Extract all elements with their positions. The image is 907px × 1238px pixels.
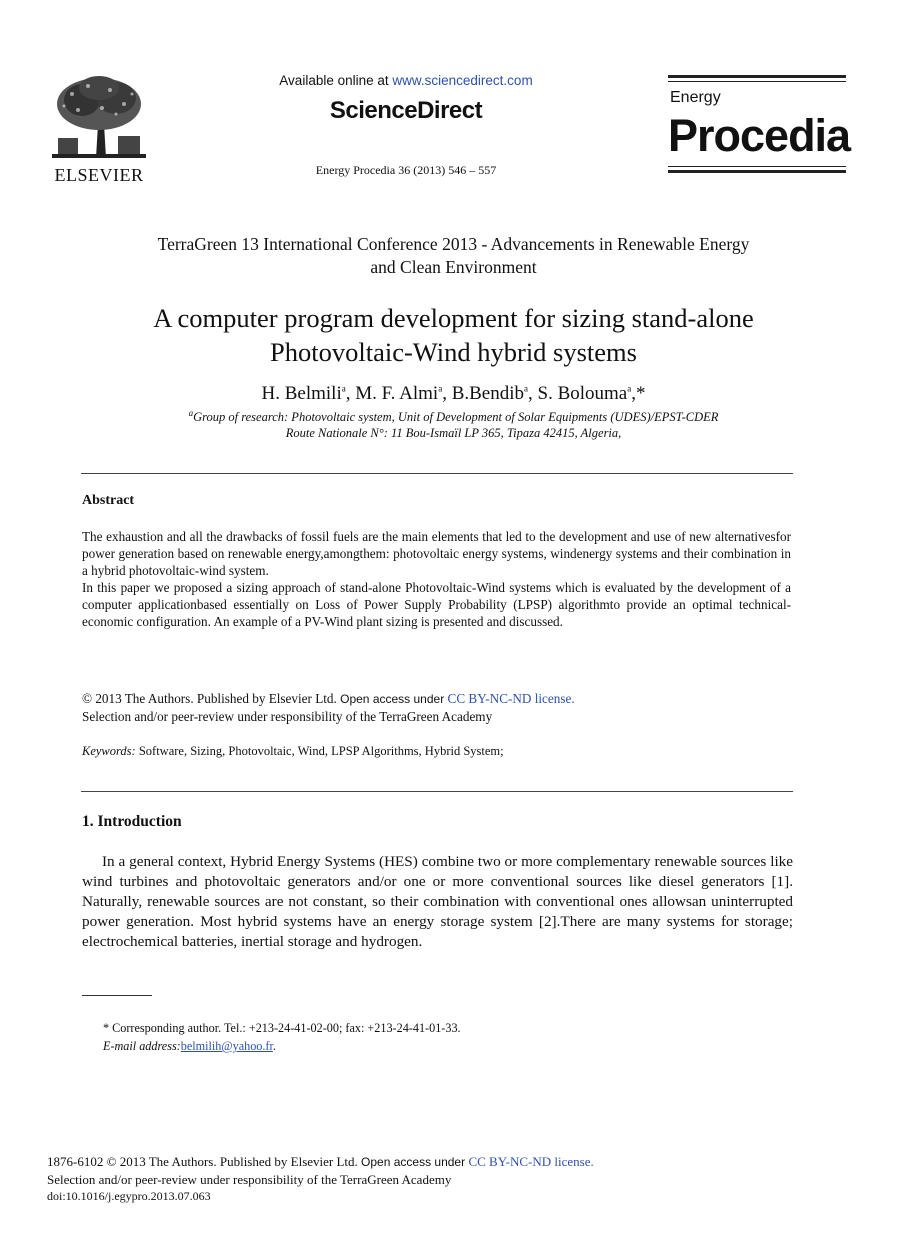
- available-online: Available online at www.sciencedirect.com: [279, 73, 533, 88]
- elsevier-wordmark: ELSEVIER: [54, 165, 144, 185]
- logo-bottom-rule: [668, 170, 846, 173]
- author: M. F. Almi$^a$,: [355, 383, 452, 404]
- sciencedirect-logo: ScienceDirect: [329, 97, 483, 124]
- logo-top-rule-thin: [668, 81, 846, 82]
- author-list: [40, 383, 867, 405]
- author: S. Bolouma$^a$,*: [537, 383, 646, 404]
- logo-top-rule: [668, 75, 846, 78]
- corresponding-author: * Corresponding author. Tel.: +213-24-41-02-00; fax: +213-24-41-01-33.: [103, 1021, 461, 1035]
- author: H. Belmili$^a$,: [261, 383, 356, 404]
- affiliation: $^a$Group of research: Photovoltaic system, Unit of Development of Solar Equipments (UDES)/EPST-CDER Route Nationale N°: 11 Bou-Ismaïl LP 365, Tipaza 42415, Algeria,: [188, 407, 719, 440]
- email-link[interactable]: belmilih@yahoo.fr: [180, 1039, 273, 1053]
- section-heading: 1. Introduction: [82, 813, 182, 830]
- divider-top: [81, 473, 793, 474]
- footnote-rule: [82, 995, 152, 996]
- energy-procedia-logo: [668, 75, 851, 177]
- intro-paragraph: In a general context, Hybrid Energy Systems (HES) combine two or more complementary renewable sources like wind turbines and photovoltaic generators and/or one or more conventional sources like diesel generators [1]. Naturally, renewable sources are not constant, so their combination with conventional ones allowsan uninterrupted power generation. Most hybrid systems have an energy storage system [2].There are many systems for storage; electrochemical batteries, inertial storage and hydrogen.: [82, 853, 793, 950]
- elsevier-logo: [52, 74, 146, 185]
- copyright-notice: © 2013 The Authors. Published by Elsevier Ltd. Open access under CC BY-NC-ND license. Selection and/or peer-review under responsibility of the TerraGreen Academy: [82, 691, 575, 724]
- abstract-paragraph: The exhaustion and all the drawbacks of fossil fuels are the main elements that led to the development and use of new alternativesfor power generation based on renewable energy,amongthem: photovoltaic energy systems, windenergy systems and their combination in a hybrid photovoltaic-wind system.: [82, 529, 791, 578]
- page-footer: 1876-6102 © 2013 The Authors. Published by Elsevier Ltd. Open access under CC BY-NC-ND license. Selection and/or peer-review under responsibility of the TerraGreen Academy doi:10.1016/j.egypro.2013.07.063: [47, 1154, 594, 1203]
- journal-reference: Energy Procedia 36 (2013) 546 – 557: [315, 163, 497, 177]
- paper-title: A computer program development for sizing stand-alone Photovoltaic-Wind hybrid systems: [153, 303, 754, 367]
- logo-procedia-text: Procedia: [668, 110, 851, 161]
- logo-energy-text: Energy: [670, 89, 721, 106]
- conference-name: TerraGreen 13 International Conference 2013 - Advancements in Renewable Energy and Clean Environment: [157, 234, 750, 277]
- elsevier-tree-icon: [52, 74, 146, 158]
- abstract-text: [82, 528, 791, 630]
- abstract-paragraph: In this paper we proposed a sizing approach of stand-alone Photovoltaic-Wind systems which is evaluated by the development of a computer applicationbased essentially on Loss of Power Supply Probability (LPSP) algorithmto provide an optimal technical-economic configuration. An example of a PV-Wind plant sizing is presented and discussed.: [82, 580, 791, 629]
- author: B.Bendib$^a$,: [451, 383, 538, 404]
- keywords: [82, 743, 791, 760]
- keywords-label: Keywords:: [82, 744, 136, 758]
- sciencedirect-url-link[interactable]: www.sciencedirect.com: [392, 73, 533, 88]
- logo-bottom-rule-thin: [668, 166, 846, 167]
- abstract-heading: Abstract: [82, 493, 135, 508]
- divider-bottom: [81, 791, 793, 792]
- cc-license-link[interactable]: CC BY-NC-ND license.: [447, 691, 575, 706]
- doi: doi:10.1016/j.egypro.2013.07.063: [47, 1189, 211, 1203]
- footnote: * Corresponding author. Tel.: +213-24-41-02-00; fax: +213-24-41-01-33. E-mail address:belmilih@yahoo.fr.: [103, 1021, 461, 1053]
- footer-cc-license-link[interactable]: CC BY-NC-ND license.: [468, 1154, 594, 1169]
- keywords-text: Software, Sizing, Photovoltaic, Wind, LPSP Algorithms, Hybrid System;: [135, 744, 504, 758]
